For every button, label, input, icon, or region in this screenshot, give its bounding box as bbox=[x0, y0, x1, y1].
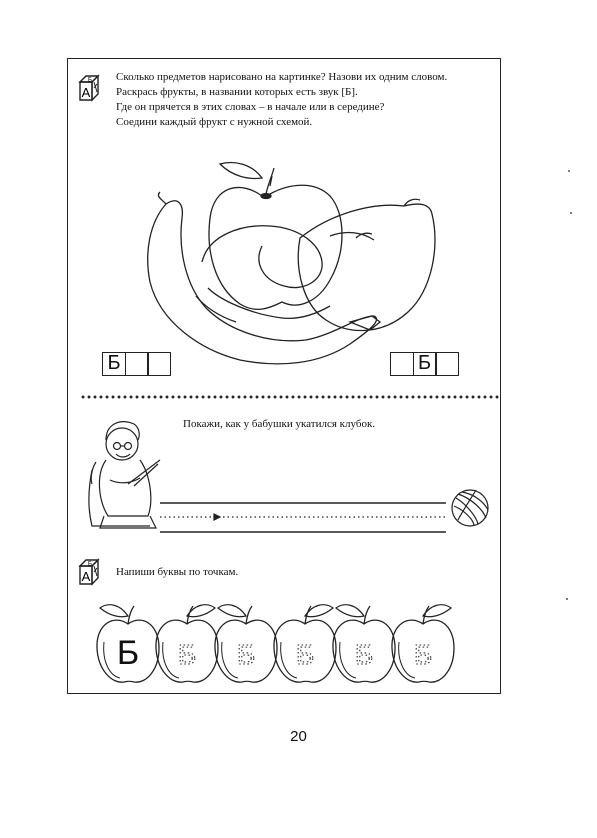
abc-block-letter-front: А bbox=[81, 85, 91, 100]
task1-line-3: Где он прячется в этих словах – в начале или в середине? bbox=[116, 101, 385, 113]
apple-leaf-icon bbox=[336, 605, 364, 617]
task2-instruction: Покажи, как у бабушки укатился клубок. bbox=[183, 418, 376, 430]
abc-block-letter-top: Б bbox=[88, 77, 92, 84]
margin-speck bbox=[568, 170, 570, 172]
scheme-cell[interactable]: Б bbox=[413, 352, 437, 376]
page-number: 20 bbox=[290, 728, 307, 745]
apple-leaf-icon bbox=[218, 605, 246, 617]
abc-block-letter-top: Б bbox=[88, 561, 92, 568]
scheme-cell[interactable]: Б bbox=[102, 352, 126, 376]
task1-line-2: Раскрась фрукты, в названии которых есть звук [Б]. bbox=[116, 86, 358, 98]
apple-leaf-icon bbox=[423, 605, 451, 617]
apple-leaf-icon bbox=[100, 605, 128, 617]
task1-line-1: Сколько предметов нарисовано на картинке? Назови их одним словом. bbox=[116, 71, 448, 83]
margin-speck bbox=[566, 598, 568, 600]
apple-letter: Б bbox=[236, 639, 256, 670]
task3-instruction: Напиши буквы по точкам. bbox=[116, 566, 239, 578]
apple-leaf-icon bbox=[305, 605, 333, 617]
abc-block-letter-front: А bbox=[81, 569, 91, 584]
apple-letter: Б bbox=[354, 639, 374, 670]
apple-letter: Б bbox=[413, 639, 433, 670]
apple-tracing-item[interactable] bbox=[156, 605, 218, 682]
apple-tracing-item[interactable] bbox=[215, 605, 277, 682]
apple-tracing-item[interactable] bbox=[392, 605, 454, 682]
apple-tracing-item[interactable] bbox=[274, 605, 336, 682]
apple-tracing-item[interactable] bbox=[97, 605, 159, 682]
apple-leaf-icon bbox=[187, 605, 215, 617]
apple-letter: Б bbox=[295, 639, 315, 670]
task1-line-4: Соедини каждый фрукт с нужной схемой. bbox=[116, 116, 313, 128]
apple-letter: Б bbox=[177, 639, 197, 670]
apple-letter: Б bbox=[116, 634, 140, 672]
apple-tracing-item[interactable] bbox=[333, 605, 395, 682]
margin-speck bbox=[570, 212, 572, 214]
